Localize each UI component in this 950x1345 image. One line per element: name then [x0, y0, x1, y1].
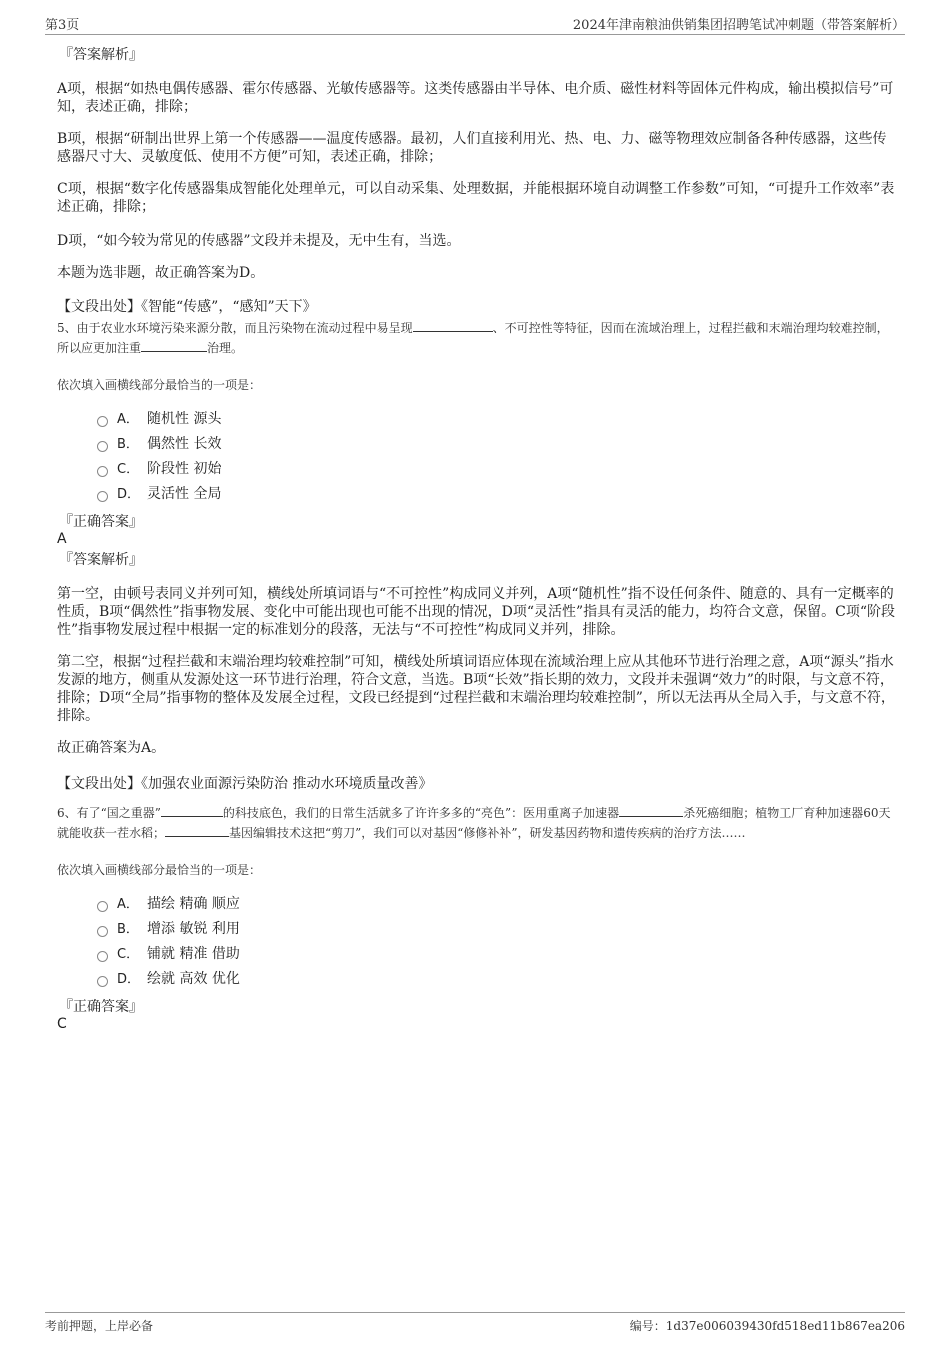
fill-blank [619, 803, 683, 817]
option-b[interactable]: B． 增添 敏锐 利用 [97, 917, 897, 942]
question-text: 5、由于农业水环境污染来源分散，而且污染物在流动过程中易呈现 [57, 321, 413, 335]
question-instruction: 依次填入画横线部分最恰当的一项是： [57, 378, 262, 392]
fill-blank [161, 803, 223, 817]
analysis-label: 『答案解析』 [59, 47, 143, 63]
analysis-paragraph: A项，根据“如热电偶传感器、霍尔传感器、光敏传感器等。这类传感器由半导体、电介质、磁性材料等固体元件构成，输出模拟信号”可知，表述正确，排除； [57, 81, 894, 115]
radio-icon[interactable] [97, 976, 108, 987]
radio-icon[interactable] [97, 491, 108, 502]
question-5-stem [57, 318, 897, 358]
fill-blank [413, 318, 493, 332]
radio-icon[interactable] [97, 416, 108, 427]
footer-slogan: 考前押题，上岸必备 [45, 1319, 154, 1333]
question-6-stem [57, 803, 897, 843]
option-c[interactable]: C． 铺就 精准 借助 [97, 942, 897, 967]
analysis-label: 『答案解析』 [59, 552, 143, 568]
question-instruction: 依次填入画横线部分最恰当的一项是： [57, 863, 262, 877]
correct-answer-label: 『正确答案』 [59, 999, 143, 1015]
correct-answer-label: 『正确答案』 [59, 514, 143, 530]
option-a[interactable]: A． 随机性 源头 [97, 407, 897, 432]
option-d[interactable]: D． 灵活性 全局 [97, 482, 897, 507]
radio-icon[interactable] [97, 926, 108, 937]
analysis-paragraph: B项，根据“研制出世界上第一个传感器——温度传感器。最初，人们直接利用光、热、电、力、磁等物理效应制备各种传感器，这些传感器尺寸大、灵敏度低、使用不方便”可知，表述正确，排除； [57, 131, 887, 165]
question-text: 的科技底色，我们的日常生活就多了许许多多的“亮色”：医用重离子加速器 [222, 806, 620, 820]
analysis-paragraph: D项，“如今较为常见的传感器”文段并未提及，无中生有，当选。 [57, 233, 461, 249]
options-list [97, 892, 897, 992]
correct-answer: A [57, 531, 67, 547]
question-text: 6、有了“国之重器” [57, 806, 161, 820]
source-citation: 【文段出处】《智能“传感”，“感知”天下》 [57, 299, 317, 315]
document-title: 2024年津南粮油供销集团招聘笔试冲刺题（带答案解析） [572, 18, 905, 33]
radio-icon[interactable] [97, 951, 108, 962]
question-text: 杀死癌细胞；植物工厂育种加速器60天就能收获一茬水稻； [57, 806, 891, 840]
fill-blank [141, 338, 207, 352]
radio-icon[interactable] [97, 466, 108, 477]
source-citation: 【文段出处】《加强农业面源污染防治 推动水环境质量改善》 [57, 776, 433, 792]
analysis-paragraph: 第二空，根据“过程拦截和末端治理均较难控制”可知，横线处所填词语应体现在流域治理上应从其他环节进行治理之意，A项“源头”指水发源的地方，侧重从发源处这一环节进行治理，符合文意，当选。B项“长效”指长期的效力，文段并未强调“效力”的时限，与文意不符，排除；D项“全局”指事物的整体及发展全过程，文段已经提到“过程拦截和末端治理均较难控制”，所以无法再从全局入手，与文意不符，排除。 [57, 654, 895, 724]
question-text: 治理。 [207, 341, 244, 355]
page-footer [45, 1312, 905, 1339]
options-list [97, 407, 897, 507]
page-number: 第3页 [45, 18, 80, 33]
fill-blank [165, 823, 229, 837]
correct-answer: C [57, 1016, 67, 1032]
option-d[interactable]: D． 绘就 高效 优化 [97, 967, 897, 992]
conclusion-paragraph: 本题为选非题，故正确答案为D。 [57, 265, 265, 281]
page-content [57, 44, 897, 1032]
analysis-paragraph: 第一空，由顿号表同义并列可知，横线处所填词语与“不可控性”构成同义并列，A项“随机性”指不设任何条件、随意的、具有一定概率的性质，B项“偶然性”指事物发展、变化中可能出现也可能不出现的情况，D项“灵活性”指具有灵活的能力，均符合文意，保留。C项“阶段性”指事物发展过程中根据一定的标准划分的段落，无法与“不可控性”构成同义并列，排除。 [57, 586, 896, 638]
radio-icon[interactable] [97, 901, 108, 912]
option-a[interactable]: A． 描绘 精确 顺应 [97, 892, 897, 917]
analysis-paragraph: C项，根据“数字化传感器集成智能化处理单元，可以自动采集、处理数据，并能根据环境自动调整工作参数”可知，“可提升工作效率”表述正确，排除； [57, 181, 895, 215]
question-text: 、不可控性等特征，因而在流域治理上，过程拦截和末端治理均较难控制，所以应更加注重 [57, 321, 889, 355]
radio-icon[interactable] [97, 441, 108, 452]
conclusion-paragraph: 故正确答案为A。 [57, 740, 166, 756]
option-c[interactable]: C． 阶段性 初始 [97, 457, 897, 482]
question-text: 基因编辑技术这把“剪刀”，我们可以对基因“修修补补”，研发基因药物和遗传疾病的治疗方法…… [229, 826, 746, 840]
page-header [45, 14, 905, 35]
document-code: 编号：1d37e006039430fd518ed11b867ea206 [629, 1319, 905, 1333]
option-b[interactable]: B． 偶然性 长效 [97, 432, 897, 457]
